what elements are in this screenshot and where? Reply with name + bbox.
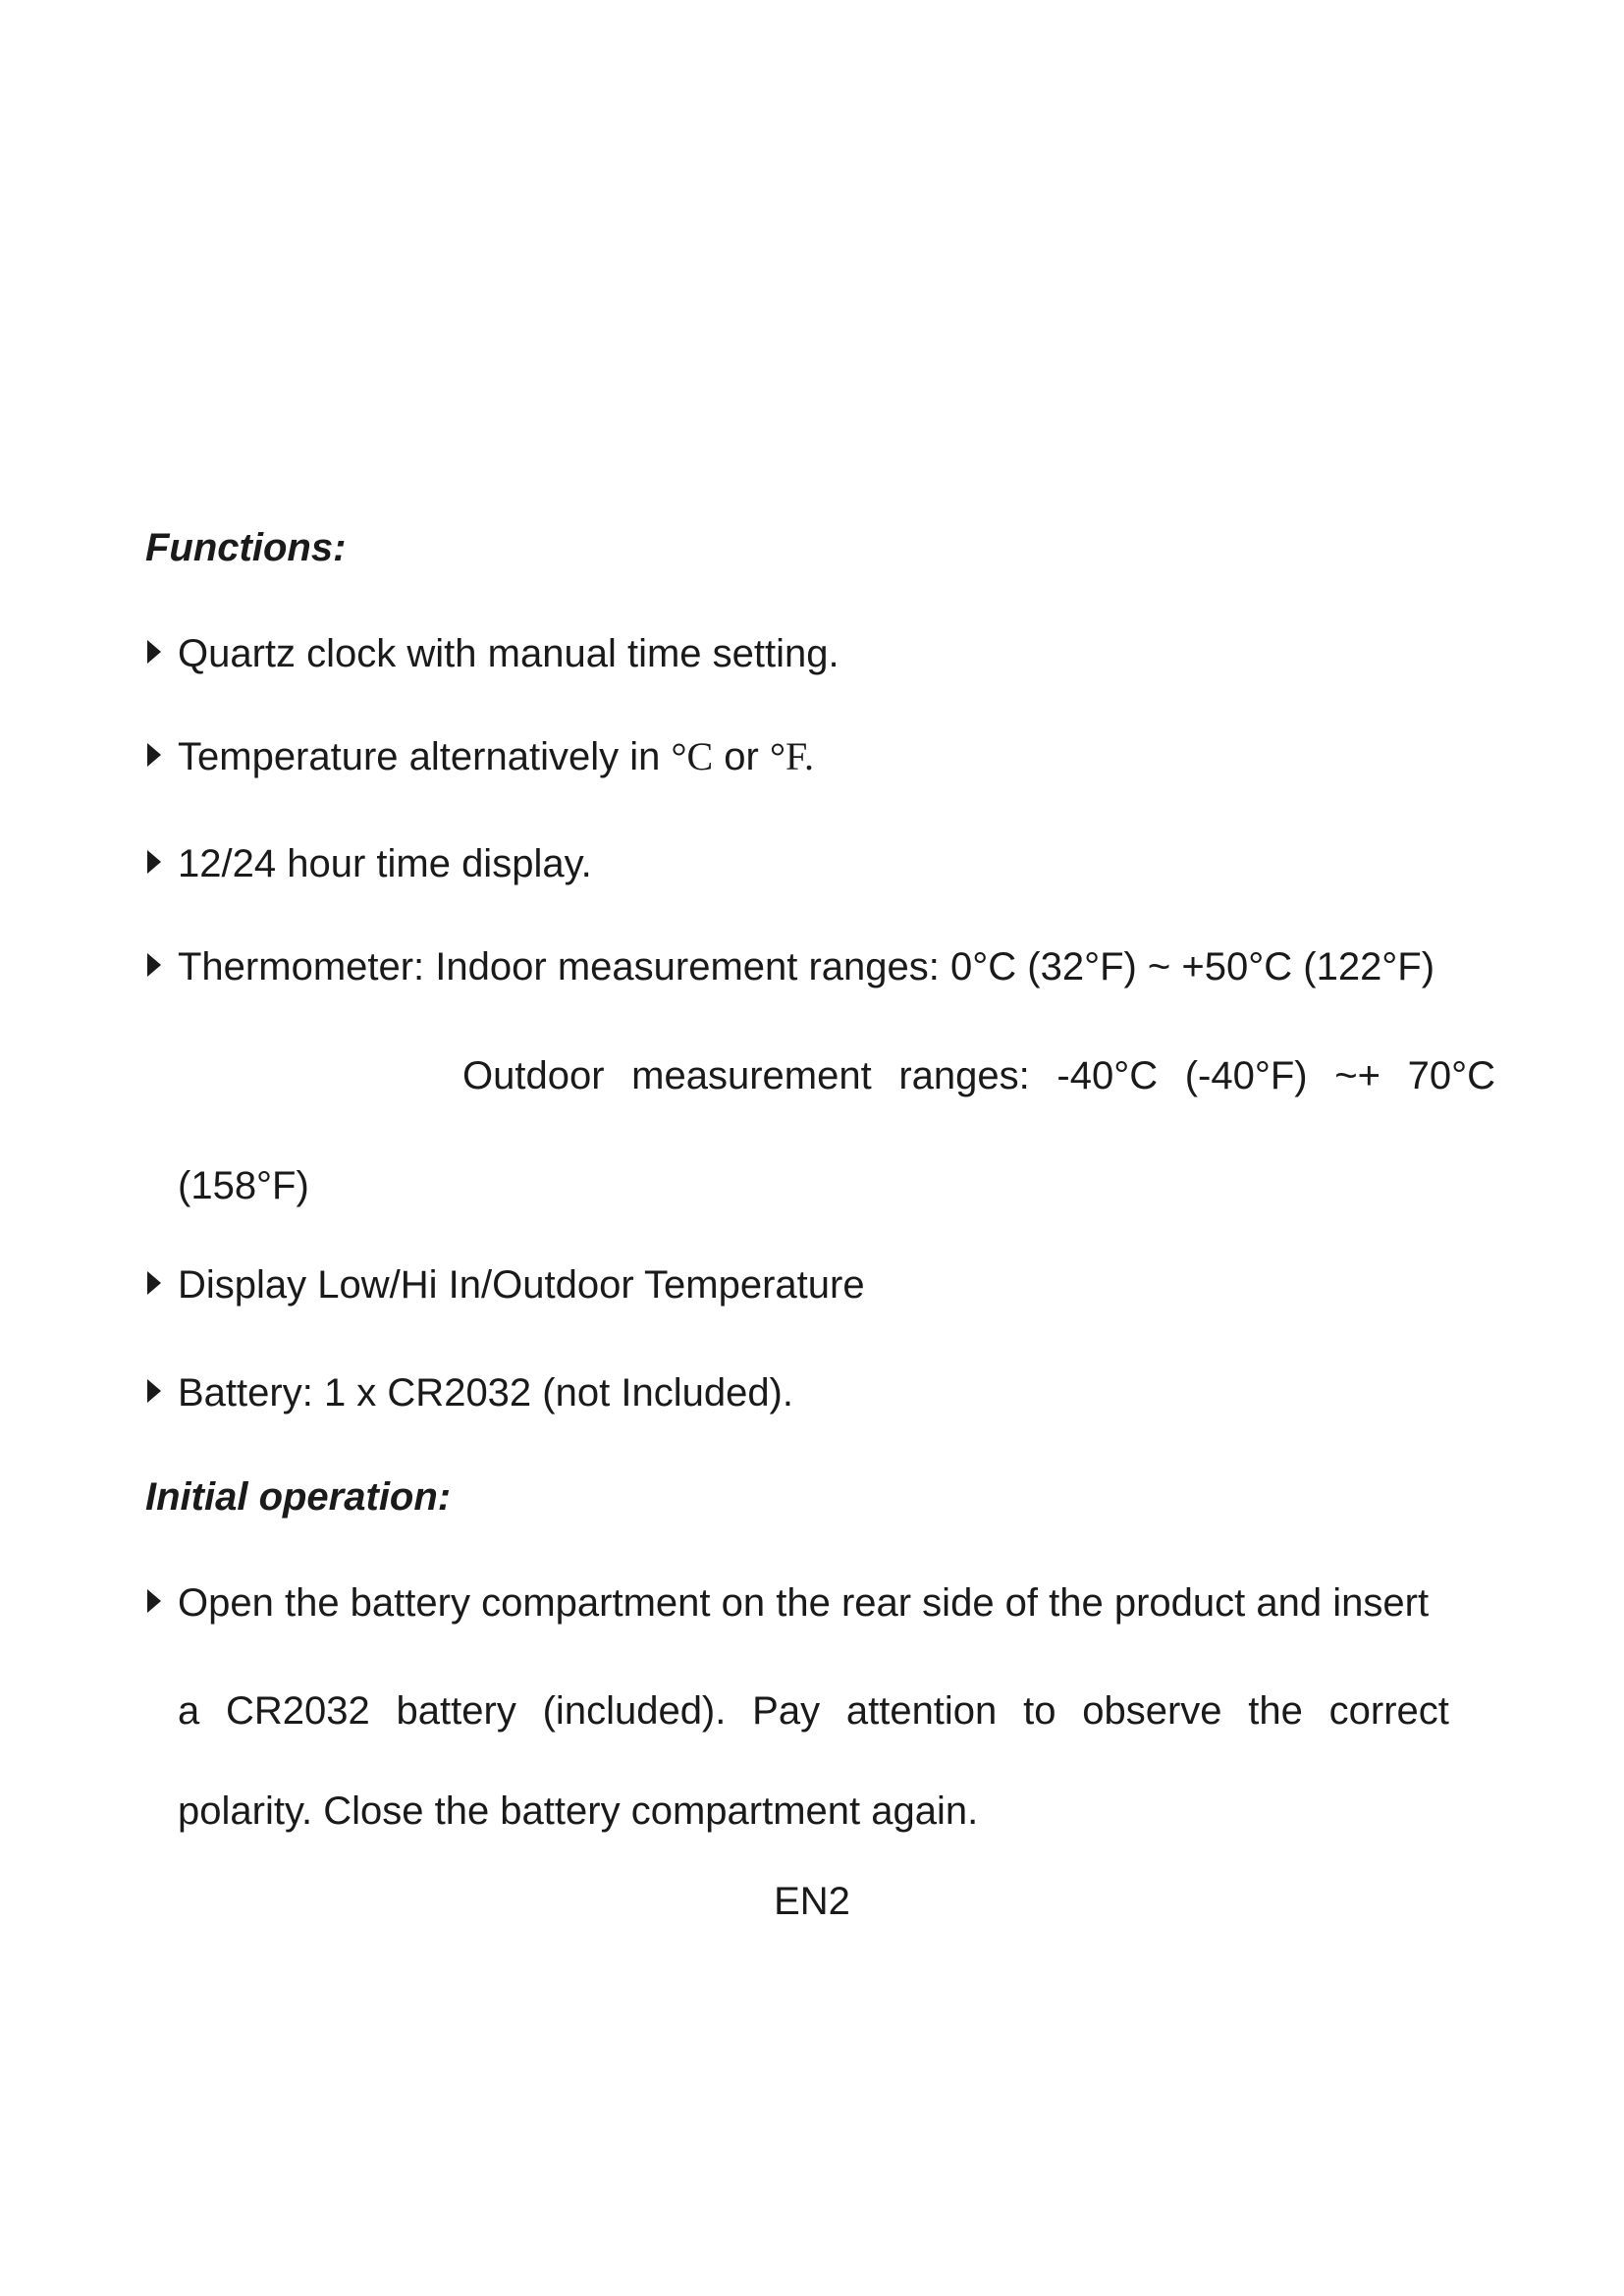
list-item: Battery: 1 x CR2032 (not Included).	[178, 1371, 793, 1415]
celsius-unit: °C	[671, 734, 714, 778]
bullet-icon	[147, 640, 161, 664]
word: (included).	[542, 1689, 727, 1733]
word: battery	[396, 1689, 516, 1733]
word: Outdoor	[462, 1054, 605, 1097]
word: -40°C	[1056, 1054, 1159, 1097]
word: a	[178, 1689, 200, 1733]
word: measurement	[631, 1054, 872, 1097]
word: Pay	[752, 1689, 821, 1733]
paragraph-line	[178, 1691, 1449, 1731]
word: CR2032	[226, 1689, 370, 1733]
word: ~+	[1334, 1054, 1380, 1097]
thermometer-outdoor-continuation: (158°F)	[178, 1164, 309, 1207]
list-item: Display Low/Hi In/Outdoor Temperature	[178, 1263, 865, 1307]
list-item-text: .	[804, 734, 814, 778]
list-item-text: or	[713, 735, 770, 778]
word: correct	[1328, 1689, 1449, 1733]
bullet-icon	[147, 953, 161, 977]
bullet-icon	[147, 1271, 161, 1295]
fahrenheit-unit: °F	[769, 734, 804, 778]
word: the	[1248, 1689, 1303, 1733]
page-number: EN2	[774, 1880, 850, 1923]
list-item	[178, 734, 814, 778]
bullet-icon	[147, 1379, 161, 1403]
initial-operation-heading: Initial operation:	[145, 1475, 452, 1519]
word: (-40°F)	[1184, 1054, 1308, 1097]
word: to	[1023, 1689, 1056, 1733]
word: attention	[845, 1689, 998, 1733]
bullet-icon	[147, 743, 161, 767]
thermometer-outdoor-line	[462, 1056, 1495, 1095]
paragraph-line: polarity. Close the battery compartment again.	[178, 1789, 979, 1833]
list-item: 12/24 hour time display.	[178, 842, 592, 885]
thermometer-indoor-line: Thermometer: Indoor measurement ranges: 0°C (32°F) ~ +50°C (122°F)	[178, 945, 1435, 988]
list-item: Quartz clock with manual time setting.	[178, 632, 839, 675]
functions-heading: Functions:	[145, 526, 347, 569]
list-item-text: Temperature alternatively in	[178, 735, 672, 778]
word: 70°C	[1407, 1054, 1495, 1097]
bullet-icon	[147, 850, 161, 874]
paragraph-line: Open the battery compartment on the rear side of the product and insert	[178, 1581, 1430, 1625]
bullet-icon	[147, 1589, 161, 1613]
word: observe	[1082, 1689, 1222, 1733]
word: ranges:	[898, 1054, 1030, 1097]
